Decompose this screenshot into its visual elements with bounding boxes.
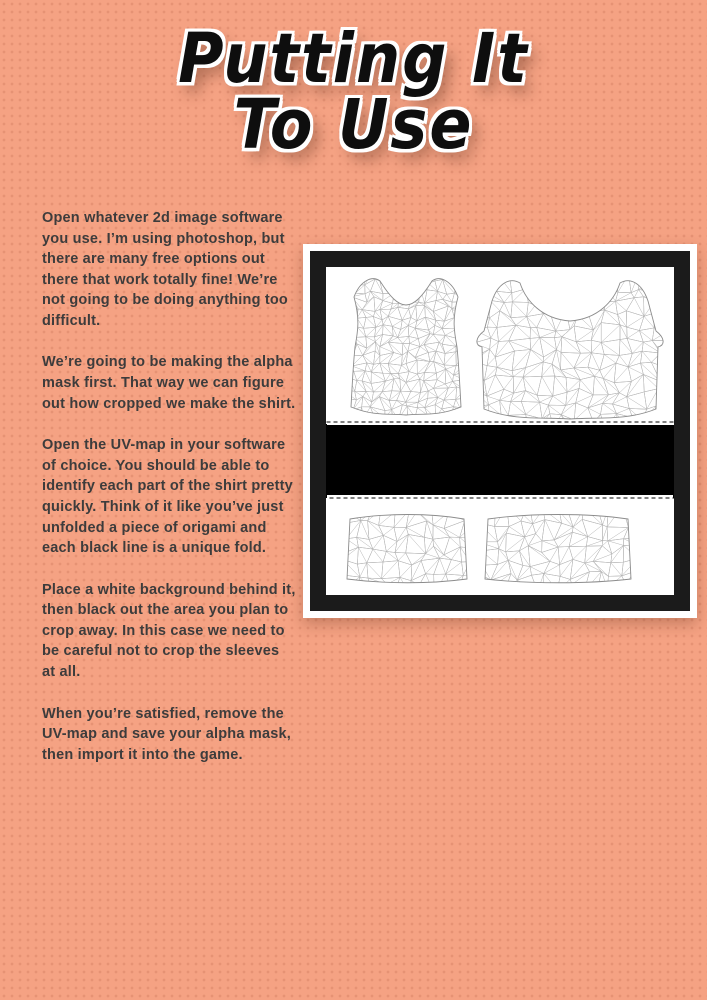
uv-map-canvas bbox=[326, 267, 674, 595]
paragraph: Place a white background behind it, then black out the area you plan to crop away. In this case we need to be careful not to crop the sleeves at all. bbox=[42, 581, 296, 680]
shirt-front-mesh bbox=[343, 270, 475, 429]
paragraph: Open the UV-map in your software of choice. You should be able to identify each part of the shirt pretty quickly. Think of it like you’ve just unfolded a piece of origami and each black line is a unique fold. bbox=[42, 437, 293, 557]
body-text bbox=[42, 208, 296, 786]
crop-bar bbox=[326, 425, 674, 495]
page-title bbox=[0, 18, 707, 165]
paragraph: We’re going to be making the alpha mask first. That way we can figure out how cropped we make the shirt. bbox=[42, 354, 296, 412]
uv-piece-outline bbox=[347, 515, 467, 583]
uv-map-figure bbox=[303, 244, 697, 618]
shirt-back-mesh bbox=[471, 271, 675, 435]
uv-map-svg bbox=[326, 267, 674, 595]
paragraph: Open whatever 2d image software you use. I’m using photoshop, but there are many free options out there that work totally fine! We’re not going to be doing anything too difficult. bbox=[42, 210, 288, 329]
title-line-1: Putting It bbox=[178, 18, 529, 99]
title-line-2: To Use bbox=[233, 83, 474, 165]
uv-map-mat bbox=[310, 251, 690, 611]
paragraph: When you’re satisfied, remove the UV-map and save your alpha mask, then import it into the game. bbox=[42, 705, 291, 763]
